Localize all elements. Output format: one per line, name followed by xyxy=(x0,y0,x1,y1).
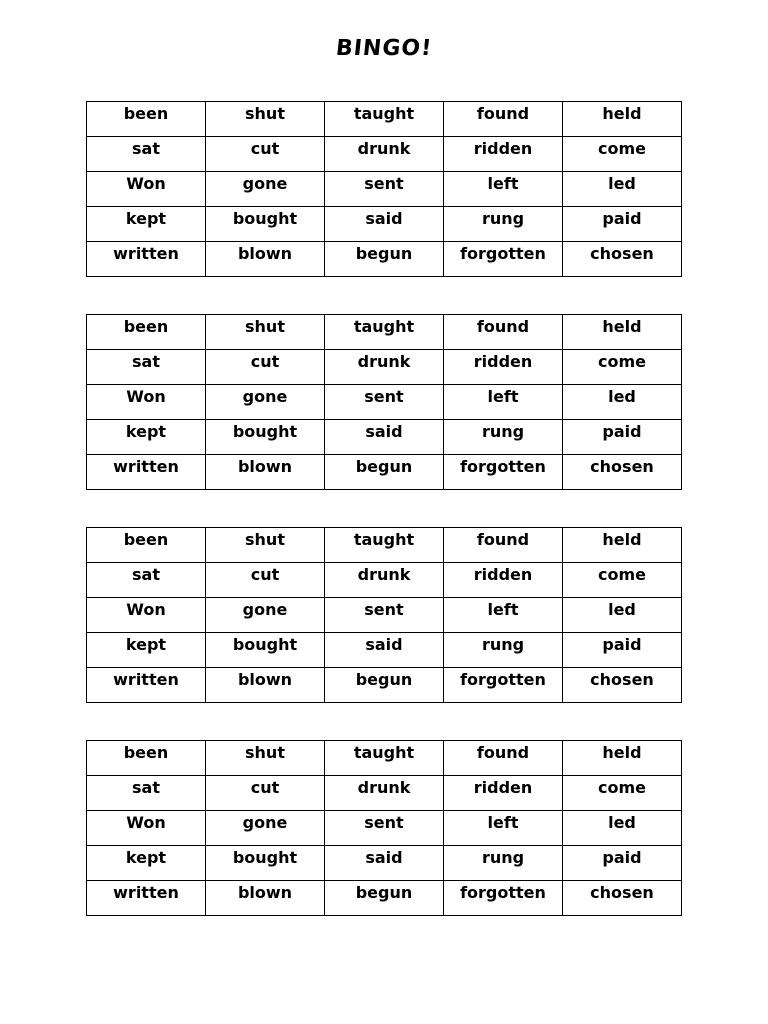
bingo-cell: Won xyxy=(87,172,206,207)
bingo-cell: said xyxy=(325,633,444,668)
bingo-cell: kept xyxy=(87,846,206,881)
bingo-cell: gone xyxy=(206,385,325,420)
bingo-cell: begun xyxy=(325,881,444,916)
bingo-cell: drunk xyxy=(325,350,444,385)
bingo-row xyxy=(87,242,682,277)
bingo-cell: sent xyxy=(325,172,444,207)
bingo-cell: forgotten xyxy=(444,881,563,916)
bingo-card xyxy=(86,740,682,916)
bingo-cell: gone xyxy=(206,172,325,207)
bingo-cell: left xyxy=(444,172,563,207)
bingo-cell: led xyxy=(563,385,682,420)
bingo-cell: begun xyxy=(325,668,444,703)
bingo-cell: forgotten xyxy=(444,668,563,703)
bingo-cell: sent xyxy=(325,598,444,633)
bingo-cell: chosen xyxy=(563,881,682,916)
bingo-card xyxy=(86,527,682,703)
bingo-cell: come xyxy=(563,137,682,172)
bingo-cell: taught xyxy=(325,528,444,563)
bingo-cell: said xyxy=(325,846,444,881)
bingo-cell: drunk xyxy=(325,776,444,811)
bingo-cell: held xyxy=(563,528,682,563)
bingo-cell: paid xyxy=(563,846,682,881)
bingo-cell: been xyxy=(87,315,206,350)
bingo-cell: held xyxy=(563,315,682,350)
bingo-cell: shut xyxy=(206,102,325,137)
bingo-cell: ridden xyxy=(444,776,563,811)
bingo-cell: led xyxy=(563,598,682,633)
bingo-cell: chosen xyxy=(563,242,682,277)
page-title: BINGO! xyxy=(334,36,434,61)
bingo-cell: been xyxy=(87,741,206,776)
bingo-cell: gone xyxy=(206,811,325,846)
bingo-row xyxy=(87,207,682,242)
bingo-cell: taught xyxy=(325,102,444,137)
bingo-cell: left xyxy=(444,598,563,633)
bingo-cell: gone xyxy=(206,598,325,633)
bingo-cell: been xyxy=(87,102,206,137)
bingo-cell: rung xyxy=(444,207,563,242)
bingo-cell: blown xyxy=(206,242,325,277)
bingo-cell: Won xyxy=(87,598,206,633)
bingo-cell: come xyxy=(563,350,682,385)
bingo-cell: led xyxy=(563,172,682,207)
bingo-cell: rung xyxy=(444,633,563,668)
bingo-cell: drunk xyxy=(325,137,444,172)
bingo-cell: bought xyxy=(206,207,325,242)
bingo-row xyxy=(87,668,682,703)
bingo-cell: sat xyxy=(87,563,206,598)
bingo-cell: written xyxy=(87,881,206,916)
bingo-cell: paid xyxy=(563,420,682,455)
bingo-cell: sent xyxy=(325,811,444,846)
bingo-cell: written xyxy=(87,455,206,490)
bingo-cell: drunk xyxy=(325,563,444,598)
bingo-cell: blown xyxy=(206,881,325,916)
bingo-row xyxy=(87,741,682,776)
bingo-cell: begun xyxy=(325,242,444,277)
bingo-row xyxy=(87,598,682,633)
bingo-cell: rung xyxy=(444,420,563,455)
bingo-cell: found xyxy=(444,528,563,563)
bingo-cell: led xyxy=(563,811,682,846)
bingo-row xyxy=(87,385,682,420)
bingo-cell: found xyxy=(444,741,563,776)
bingo-row xyxy=(87,172,682,207)
bingo-row xyxy=(87,633,682,668)
bingo-row xyxy=(87,846,682,881)
bingo-row xyxy=(87,563,682,598)
bingo-cell: said xyxy=(325,207,444,242)
bingo-cell: sent xyxy=(325,385,444,420)
bingo-cell: sat xyxy=(87,137,206,172)
bingo-cell: shut xyxy=(206,741,325,776)
bingo-cell: blown xyxy=(206,668,325,703)
bingo-row xyxy=(87,137,682,172)
bingo-cell: come xyxy=(563,776,682,811)
bingo-cell: bought xyxy=(206,846,325,881)
bingo-cell: held xyxy=(563,741,682,776)
bingo-cell: cut xyxy=(206,137,325,172)
bingo-cell: Won xyxy=(87,385,206,420)
bingo-cell: sat xyxy=(87,776,206,811)
bingo-cell: found xyxy=(444,102,563,137)
bingo-cell: kept xyxy=(87,420,206,455)
bingo-cell: ridden xyxy=(444,350,563,385)
bingo-cell: taught xyxy=(325,741,444,776)
bingo-cell: cut xyxy=(206,563,325,598)
bingo-row xyxy=(87,315,682,350)
bingo-cell: kept xyxy=(87,207,206,242)
bingo-cell: kept xyxy=(87,633,206,668)
bingo-cell: cut xyxy=(206,776,325,811)
bingo-cell: begun xyxy=(325,455,444,490)
bingo-cell: rung xyxy=(444,846,563,881)
bingo-cell: left xyxy=(444,811,563,846)
bingo-cell: been xyxy=(87,528,206,563)
bingo-cell: Won xyxy=(87,811,206,846)
bingo-row xyxy=(87,776,682,811)
bingo-cell: found xyxy=(444,315,563,350)
bingo-cell: forgotten xyxy=(444,242,563,277)
bingo-cell: shut xyxy=(206,315,325,350)
bingo-cell: chosen xyxy=(563,455,682,490)
bingo-cell: bought xyxy=(206,633,325,668)
bingo-cell: forgotten xyxy=(444,455,563,490)
bingo-row xyxy=(87,881,682,916)
bingo-cell: blown xyxy=(206,455,325,490)
bingo-cell: held xyxy=(563,102,682,137)
bingo-cell: cut xyxy=(206,350,325,385)
bingo-cell: chosen xyxy=(563,668,682,703)
bingo-row xyxy=(87,811,682,846)
bingo-row xyxy=(87,102,682,137)
bingo-cell: bought xyxy=(206,420,325,455)
bingo-cell: left xyxy=(444,385,563,420)
bingo-cell: paid xyxy=(563,633,682,668)
bingo-card xyxy=(86,314,682,490)
bingo-row xyxy=(87,455,682,490)
bingo-row xyxy=(87,528,682,563)
bingo-cell: taught xyxy=(325,315,444,350)
bingo-row xyxy=(87,350,682,385)
bingo-card xyxy=(86,101,682,277)
bingo-cell: said xyxy=(325,420,444,455)
bingo-cell: ridden xyxy=(444,563,563,598)
bingo-cell: ridden xyxy=(444,137,563,172)
bingo-cell: paid xyxy=(563,207,682,242)
bingo-cell: shut xyxy=(206,528,325,563)
bingo-row xyxy=(87,420,682,455)
bingo-cell: come xyxy=(563,563,682,598)
bingo-cell: sat xyxy=(87,350,206,385)
bingo-cell: written xyxy=(87,668,206,703)
bingo-cell: written xyxy=(87,242,206,277)
